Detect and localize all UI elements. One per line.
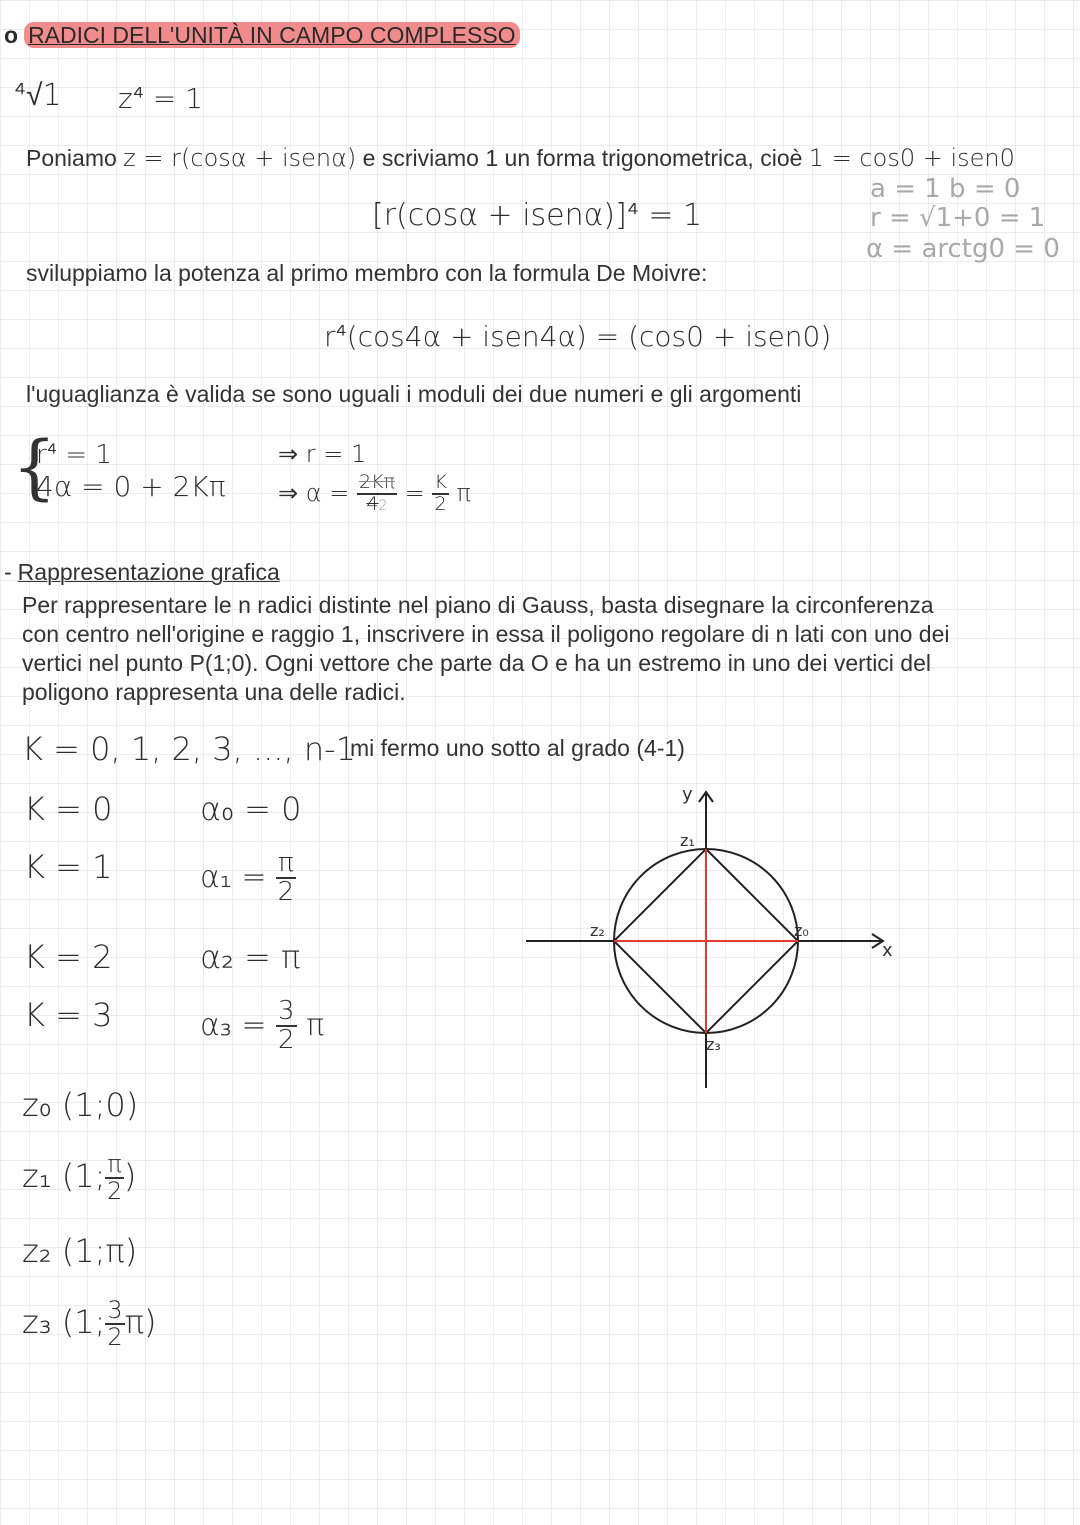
root-z1-pre: (1;: [61, 1157, 106, 1196]
result-2-den-note: 2: [378, 497, 388, 514]
root-z0-value: (1;0): [61, 1086, 139, 1124]
system-line-2: 4α = 0 + 2Kπ: [36, 470, 226, 503]
root-z3-den: 2: [107, 1323, 123, 1352]
power-expression: [r(cosα + isenα)]⁴ = 1: [372, 198, 703, 233]
system-result-2: [278, 473, 471, 515]
k-note: mi fermo uno sotto al grado (4-1): [350, 735, 685, 761]
root-z3-fraction: [105, 1298, 124, 1350]
z-trig-form: z = r(cosα + isenα): [123, 144, 357, 172]
x-axis-label: x: [882, 940, 893, 961]
root-z1-den: 2: [107, 1177, 123, 1206]
section-heading-row: [4, 559, 280, 586]
k-value-2: K = 2: [24, 938, 113, 976]
result-2-kfraction: [432, 473, 448, 515]
alpha-value-2: α₂ = π: [200, 938, 301, 976]
result-2-fraction: [357, 473, 397, 515]
root-z1-label: z₁: [22, 1157, 52, 1196]
side-note-ab: a = 1 b = 0: [870, 174, 1021, 204]
root-z3-pre: (1;: [61, 1303, 106, 1342]
result-2-prefix: ⇒ α =: [278, 478, 350, 507]
alpha-value-0: α₀ = 0: [200, 790, 302, 828]
k-range: K = 0, 1, 2, 3, ..., n-1: [22, 730, 356, 768]
root-z3-label: z₃: [22, 1303, 52, 1342]
title-row: [4, 22, 520, 49]
alpha-3-suffix: π: [306, 1007, 325, 1043]
paragraph-line-4: poligono rappresenta una delle radici.: [22, 679, 406, 705]
root-z1-post: ): [123, 1157, 137, 1196]
page-title: RADICI DELL'UNITÀ IN CAMPO COMPLESSO: [24, 22, 519, 48]
paragraph-line-3: vertici nel punto P(1;0). Ogni vettore che parte da O e ha un estremo in uno dei vertici del: [22, 650, 931, 676]
vertex-label-z3: z₃: [706, 1035, 721, 1054]
result-2-eq: =: [404, 478, 425, 507]
alpha-3-label: α₃ =: [200, 1007, 267, 1043]
result-2-pi: π: [456, 478, 471, 507]
demoivre-expression: r⁴(cos4α + isen4α) = (cos0 + isen0): [324, 320, 832, 353]
demoivre-text: sviluppiamo la potenza al primo membro con la formula De Moivre:: [26, 260, 708, 286]
equation: z⁴ = 1: [118, 82, 203, 115]
root-z2: [22, 1232, 137, 1270]
result-2-num: 2Kπ: [358, 471, 395, 493]
k-value-3: K = 3: [24, 996, 113, 1034]
result-2-kden: 2: [434, 492, 447, 515]
alpha-3-den: 2: [278, 1025, 295, 1056]
result-2-den-4: 4: [366, 492, 379, 515]
root-expression: ⁴√1: [14, 78, 62, 113]
intro-lead: Poniamo: [26, 145, 117, 171]
k-value-0: K = 0: [24, 790, 113, 828]
alpha-3-num: 3: [278, 996, 295, 1026]
alpha-3-fraction: [276, 998, 297, 1055]
root-z2-label: z₂: [22, 1232, 52, 1270]
root-z1-num: π: [107, 1150, 122, 1178]
k-value-1: K = 1: [24, 848, 113, 886]
root-z0: [22, 1086, 138, 1124]
alpha-1-num: π: [278, 848, 294, 878]
root-z1: [22, 1152, 136, 1204]
vertex-label-z2: z₂: [590, 921, 605, 940]
bullet-icon: o: [4, 22, 19, 48]
paragraph-line-2: con centro nell'origine e raggio 1, inscrivere in essa il poligono regolare di n lati con uno dei: [22, 621, 950, 647]
one-trig-form: 1 = cos0 + isen0: [808, 144, 1015, 172]
intro-line: [26, 144, 1015, 172]
result-2-den: [366, 492, 388, 515]
equality-text: l'uguaglianza è valida se sono uguali i moduli dei due numeri e gli argomenti: [26, 381, 802, 407]
root-z3-num: 3: [107, 1296, 123, 1324]
gauss-plane-diagram: [520, 780, 900, 1100]
alpha-value-3: [200, 998, 324, 1055]
root-z3-post: π): [124, 1303, 157, 1342]
system-line-1: r⁴ = 1: [36, 440, 112, 470]
alpha-1-den: 2: [277, 877, 295, 908]
side-note-r: r = √1+0 = 1: [870, 203, 1046, 233]
system-result-1: ⇒ r = 1: [278, 440, 367, 468]
section-dash: -: [4, 559, 12, 585]
alpha-value-1: [200, 850, 296, 907]
system-brace: {: [12, 426, 57, 508]
alpha-1-fraction: [276, 850, 296, 907]
root-z0-label: z₀: [22, 1086, 52, 1124]
side-note-alpha: α = arctg0 = 0: [866, 234, 1060, 264]
intro-tail: e scriviamo 1 un forma trigonometrica, cioè: [362, 145, 803, 171]
section-heading: Rappresentazione grafica: [17, 559, 280, 585]
y-axis-label: y: [682, 784, 693, 805]
root-z2-value: (1;π): [61, 1232, 138, 1270]
paragraph-line-1: Per rappresentare le n radici distinte nel piano di Gauss, basta disegnare la circonferenza: [22, 592, 934, 618]
vertex-label-z0: z₀: [794, 921, 809, 940]
result-2-knum: K: [434, 471, 447, 493]
root-z3: [22, 1298, 156, 1350]
vertex-label-z1: z₁: [680, 831, 695, 850]
alpha-1-label: α₁ =: [200, 859, 267, 895]
root-z1-fraction: [105, 1152, 123, 1204]
